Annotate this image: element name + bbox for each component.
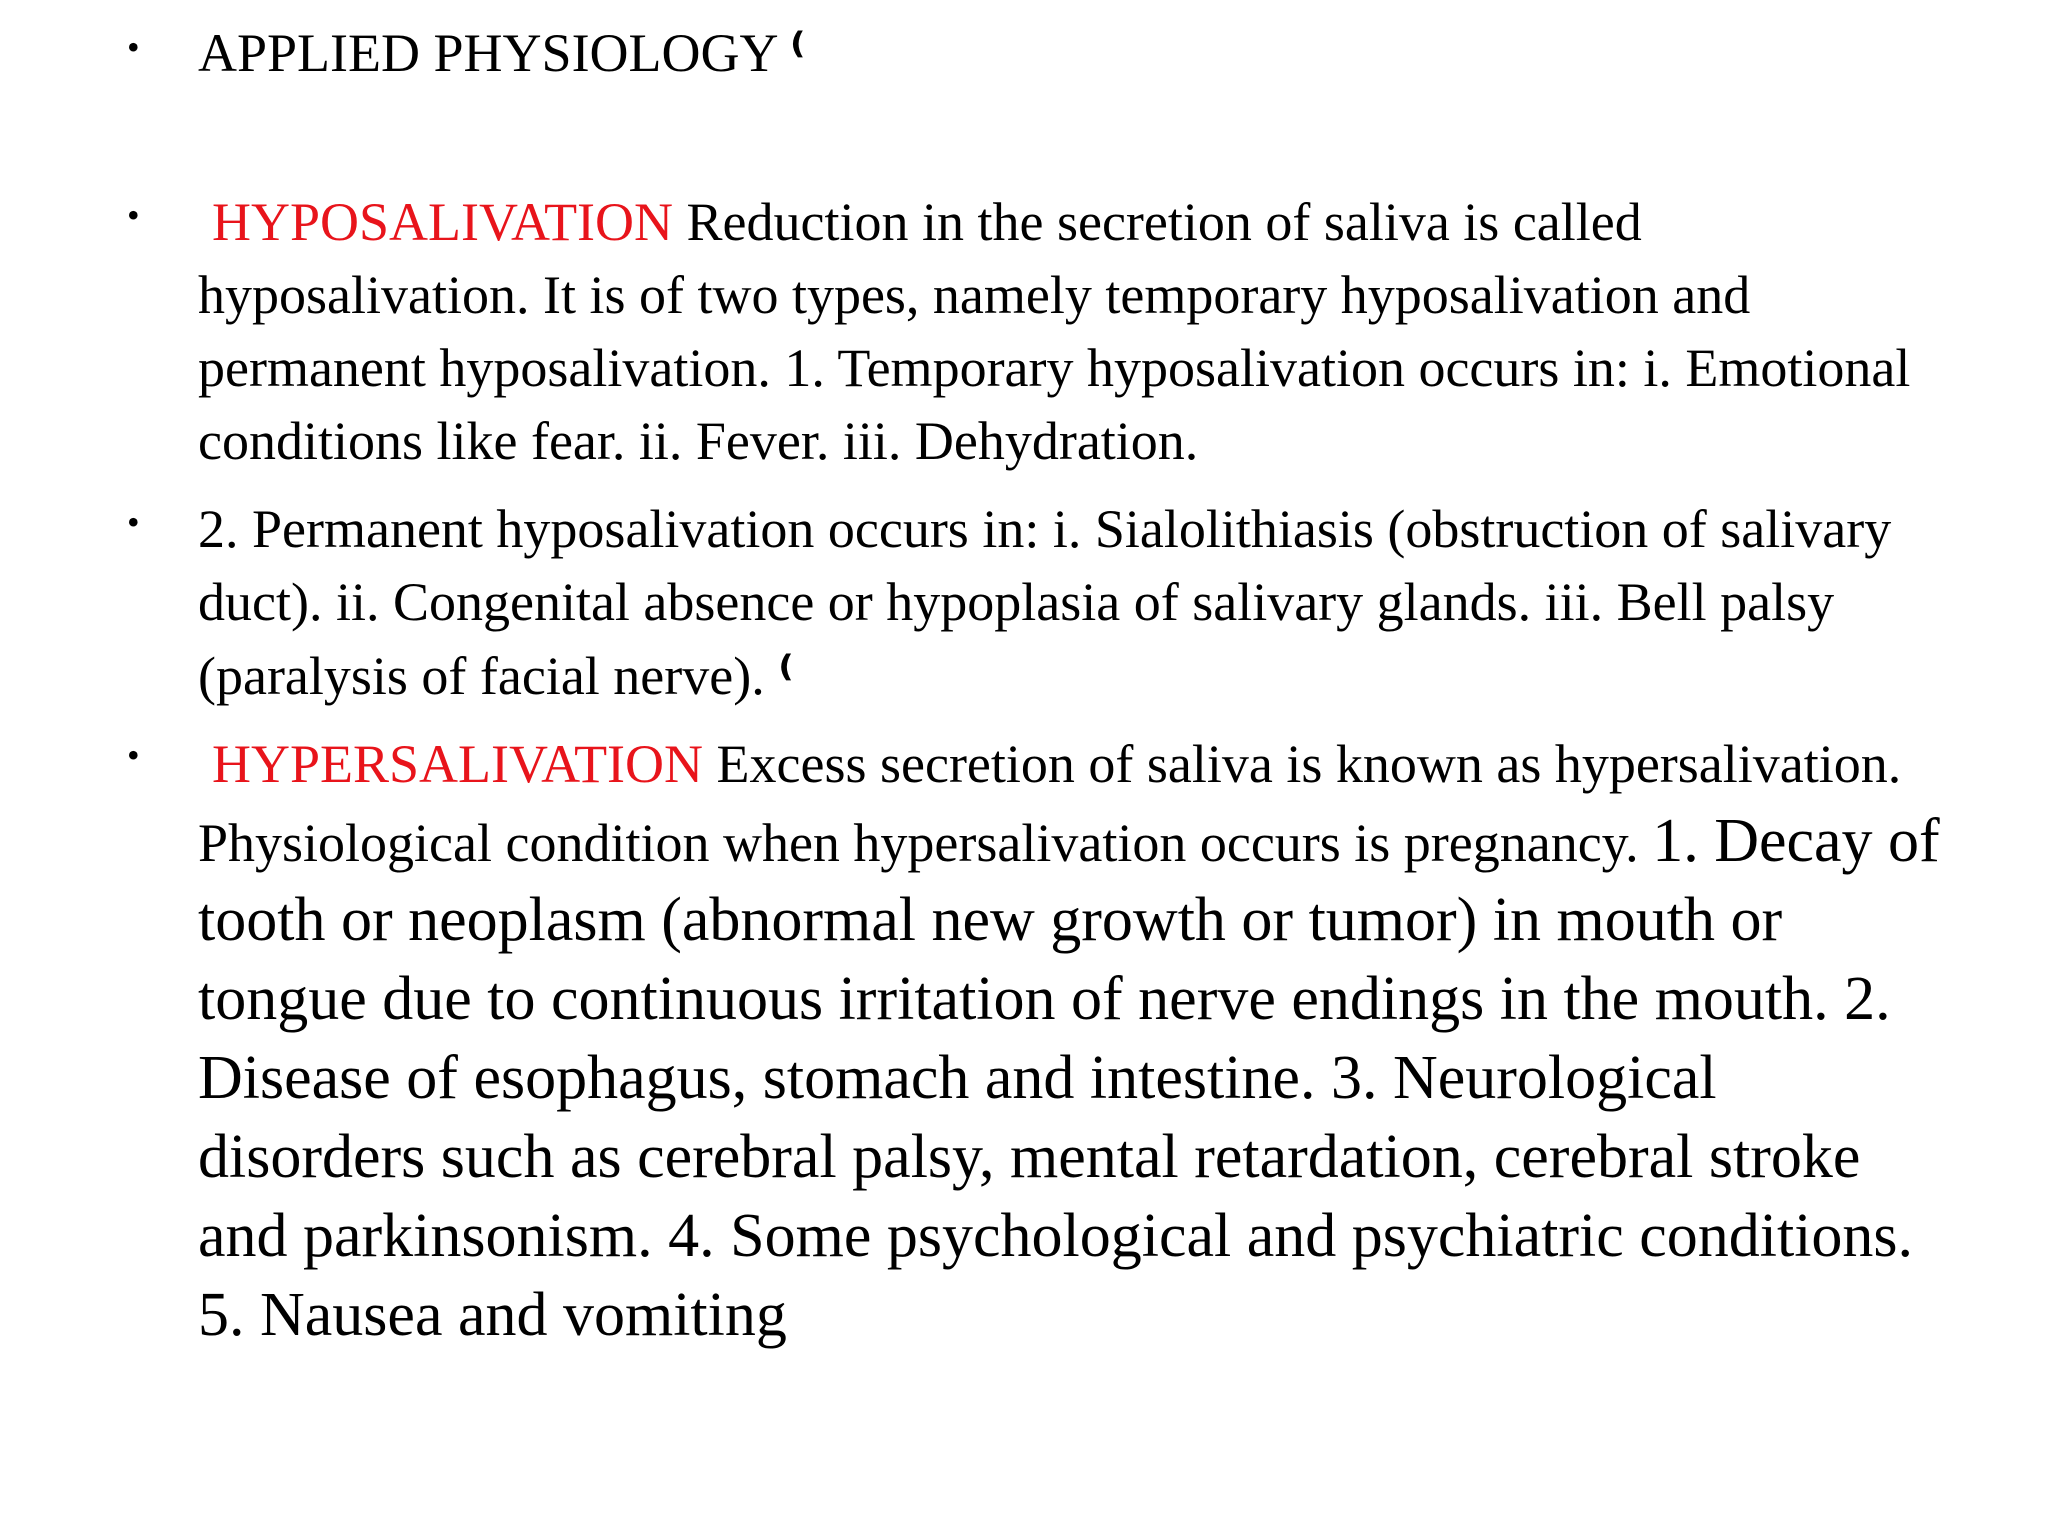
bullet-dot: • <box>127 27 140 67</box>
permanent-hyposalivation-text: 2. Permanent hyposalivation occurs in: i. Sialolithiasis (obstruction of salivary duct). ii. Congenital absence or hypoplasia of salivary glands. iii. Bell palsy (paralysis of facial nerve). <box>198 499 1892 706</box>
hyposalivation-description: Reduction in the secretion of saliva is called hyposalivation. It is of two types, namely temporary hyposalivation and permanent hyposalivation. 1. Temporary hyposalivation occurs in: i. Emotional conditions like fear. ii. Fever. iii. Dehydration. <box>198 192 1911 471</box>
slide-heading <box>198 18 1958 88</box>
heading-trailing-glyph: ⁽ <box>790 21 806 84</box>
hyposalivation-term: HYPOSALIVATION <box>212 192 674 252</box>
permanent-hyposalivation-paragraph <box>198 493 1958 713</box>
hypersalivation-list: . Decay of tooth or neoplasm (abnormal new growth or tumor) in mouth or tongue due to continuous irritation of nerve endings in the mouth. 2. Disease of esophagus, stomach and intestine. 3. Neurological disorders such as cerebral palsy, mental retardation, cerebral stroke and parkinsonism. 4. Some psychological and psychiatric conditions. 5. Nausea and vomiting <box>198 807 1940 1349</box>
hypersalivation-term: HYPERSALIVATION <box>212 734 704 794</box>
hypersalivation-description: Excess secretion of saliva is known as hypersalivation. Physiological condition when hypersalivation occurs is pregnancy. <box>198 734 1902 873</box>
bullet-dot: • <box>127 735 140 775</box>
bullet-dot: • <box>127 502 140 542</box>
hypersalivation-paragraph <box>198 726 1958 1355</box>
heading-text: APPLIED PHYSIOLOGY <box>198 23 777 83</box>
permanent-trailing-glyph: ⁽ <box>778 644 794 707</box>
bullet-dot: • <box>127 195 140 235</box>
hyposalivation-paragraph <box>198 186 1958 478</box>
hypersalivation-list-lead: 1 <box>1652 807 1684 875</box>
